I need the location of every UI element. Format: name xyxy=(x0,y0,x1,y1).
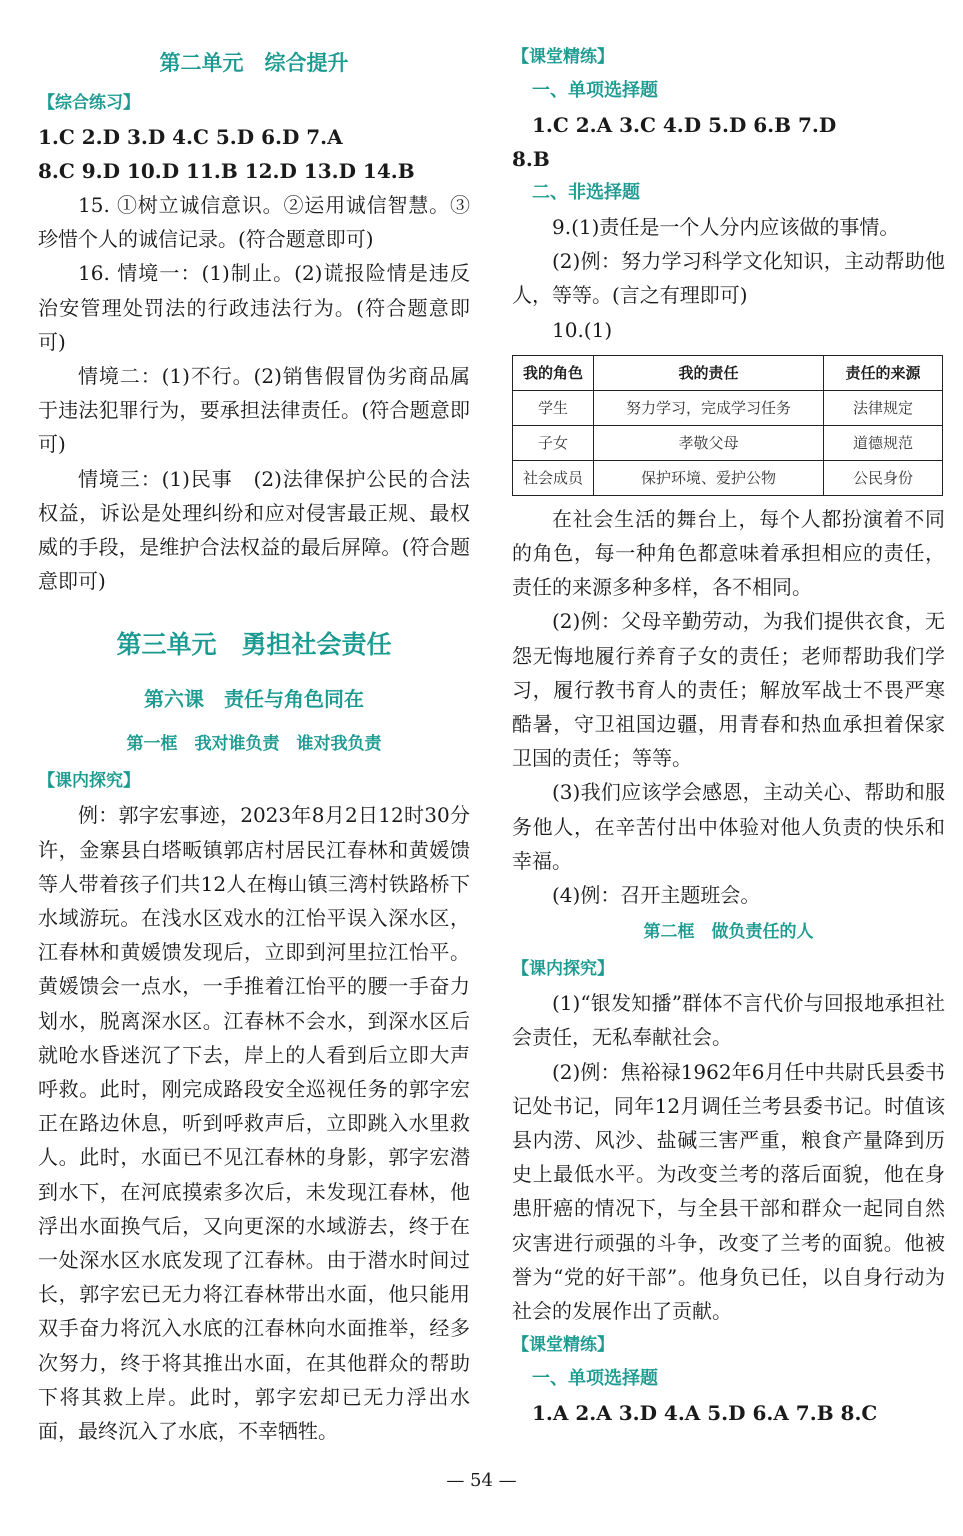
story-paragraph: 例：郭字宏事迹，2023年8月2日12时30分许，金寨县白塔畈镇郭店村居民江春林和黄媛馈等人带着孩子们共12人在梅山镇三湾村铁路桥下水域游玩。在浅水区戏水的江怡平误入深水区，江春林和黄媛馈发现后，立即到河里拉江怡平。黄媛馈会一点水，一手推着江怡平的腰一手奋力划水，脱离深水区。江春林不会水，到深水区后就呛水昏迷沉了下去，岸上的人看到后立即大声呼救。此时，刚完成路段安全巡视任务的郭字宏正在路边休息，听到呼救声后，立即跳入水里救人。此时，水面已不见江春林的身影，郭字宏潜到水下，在河底摸索多次后，未发现江春林，他浮出水面换气后，又向更深的水域游去，终于在一处深水区水底发现了江春林。由于潜水时间过长，郭字宏已无力将江春林带出水面，他只能用双手奋力将沉入水底的江春林向水面推举，经多次努力，终于将其推出水面，在其他群众的帮助下将其救上岸。此时，郭字宏却已无力浮出水面，最终沉入了水底，不幸牺牲。 xyxy=(38,803,470,1444)
table-row xyxy=(513,460,943,495)
table-cell: 社会成员 xyxy=(513,460,594,495)
table-header: 我的责任 xyxy=(594,355,824,390)
answer-10-4: (4)例：召开主题班会。 xyxy=(552,883,761,908)
frame2-title: 第二框 做负责任的人 xyxy=(643,922,814,943)
lesson6-title: 第六课 责任与角色同在 xyxy=(144,687,364,712)
responsibility-table xyxy=(512,355,943,496)
table-cell: 学生 xyxy=(513,390,594,425)
tag-class-practice: 【课堂精练】 xyxy=(512,1335,614,1356)
answer-9-1: 9.(1)责任是一个人分内应该做的事情。 xyxy=(552,215,900,239)
inquiry-answer-2: (2)例：焦裕禄1962年6月任中共尉氏县委书记处书记，同年12月调任兰考县委书记。时值该县内涝、风沙、盐碱三害严重，粮食产量降到历史上最低水平。为改变兰考的落后面貌，他在身患肝癌的情况下，与全县干部和群众一起同自然灾害进行顽强的斗争，改变了兰考的面貌。他被誉为“党的好干部”。他身负已任，以自身行动为社会的发展作出了贡献。 xyxy=(512,1059,945,1324)
unit2-title: 第二单元 综合提升 xyxy=(159,51,349,75)
answer-10-2: (2)例：父母辛勤劳动，为我们提供衣食，无怨无悔地履行养育子女的责任；老师帮助我们学习，履行教书育人的责任；解放军战士不畏严寒酷暑，守卫祖国边疆，用青春和热血承担着保家卫国的责任；等等。 xyxy=(512,609,945,771)
inquiry-answer-1: (1)“银发知播”群体不言代价与回报地承担社会责任，无私奉献社会。 xyxy=(512,991,945,1050)
mc-answers-row2: 8.C 9.D 10.D 11.B 12.D 13.D 14.B xyxy=(38,159,415,183)
table-header: 责任的来源 xyxy=(824,355,943,390)
table-cell: 保护环境、爱护公物 xyxy=(594,460,824,495)
answer-15: 15. ①树立诚信意识。②运用诚信智慧。③珍惜个人的诚信记录。(符合题意即可) xyxy=(38,193,470,252)
answer-16-scenario1: 16. 情境一：(1)制止。(2)谎报险情是违反治安管理处罚法的行政违法行为。(符合题意即可) xyxy=(38,261,470,354)
answer-10-1: 10.(1) xyxy=(552,317,613,342)
table-header: 我的角色 xyxy=(513,355,594,390)
tag-in-class-inquiry: 【课内探究】 xyxy=(38,771,140,792)
mc-answers-row1: 1.C 2.D 3.D 4.C 5.D 6.D 7.A xyxy=(38,125,343,149)
table-cell: 公民身份 xyxy=(824,460,943,495)
subheading-single-choice: 一、单项选择题 xyxy=(532,80,658,101)
mc-answers-row1: 1.C 2.A 3.C 4.D 5.D 6.B 7.D xyxy=(532,113,837,137)
subheading-non-choice: 二、非选择题 xyxy=(532,182,640,203)
table-row xyxy=(513,425,943,460)
tag-comprehensive-practice: 【综合练习】 xyxy=(38,93,140,113)
subheading-single-choice: 一、单项选择题 xyxy=(532,1368,658,1390)
page-number: — 54 — xyxy=(446,1470,517,1491)
table-cell: 孝敬父母 xyxy=(594,425,824,460)
left-column xyxy=(38,40,470,1448)
tag-in-class-inquiry: 【课内探究】 xyxy=(512,959,614,980)
table-row xyxy=(513,390,943,425)
table-cell: 努力学习，完成学习任务 xyxy=(594,390,824,425)
answer-16-scenario3: 情境三：(1)民事 (2)法律保护公民的合法权益，诉讼是处理纠纷和应对侵害最正规、最权威的手段，是维护合法权益的最后屏障。(符合题意即可) xyxy=(38,466,470,594)
answer-10-3: (3)我们应该学会感恩，主动关心、帮助和服务他人，在辛苦付出中体验对他人负责的快乐和幸福。 xyxy=(512,780,945,873)
unit3-title: 第三单元 勇担社会责任 xyxy=(116,630,392,660)
mc-answers-final: 1.A 2.A 3.D 4.A 5.D 6.A 7.B 8.C xyxy=(532,1401,878,1426)
table-cell: 法律规定 xyxy=(824,390,943,425)
frame1-title: 第一框 我对谁负责 谁对我负责 xyxy=(126,734,382,755)
table-cell: 道德规范 xyxy=(824,425,943,460)
table-cell: 子女 xyxy=(513,425,594,460)
tag-class-practice: 【课堂精练】 xyxy=(512,47,614,67)
answer-9-2: (2)例：努力学习科学文化知识，主动帮助他人，等等。(言之有理即可) xyxy=(512,249,945,308)
right-column xyxy=(512,40,945,1430)
answer-16-scenario2: 情境二：(1)不行。(2)销售假冒伪劣商品属于违法犯罪行为，要承担法律责任。(符合题意即可) xyxy=(38,364,470,457)
mc-answers-row2: 8.B xyxy=(512,147,550,171)
table-header-row xyxy=(513,355,943,390)
stage-paragraph: 在社会生活的舞台上，每个人都扮演着不同的角色，每一种角色都意味着承担相应的责任，责任的来源多种多样，各不相同。 xyxy=(512,506,945,600)
